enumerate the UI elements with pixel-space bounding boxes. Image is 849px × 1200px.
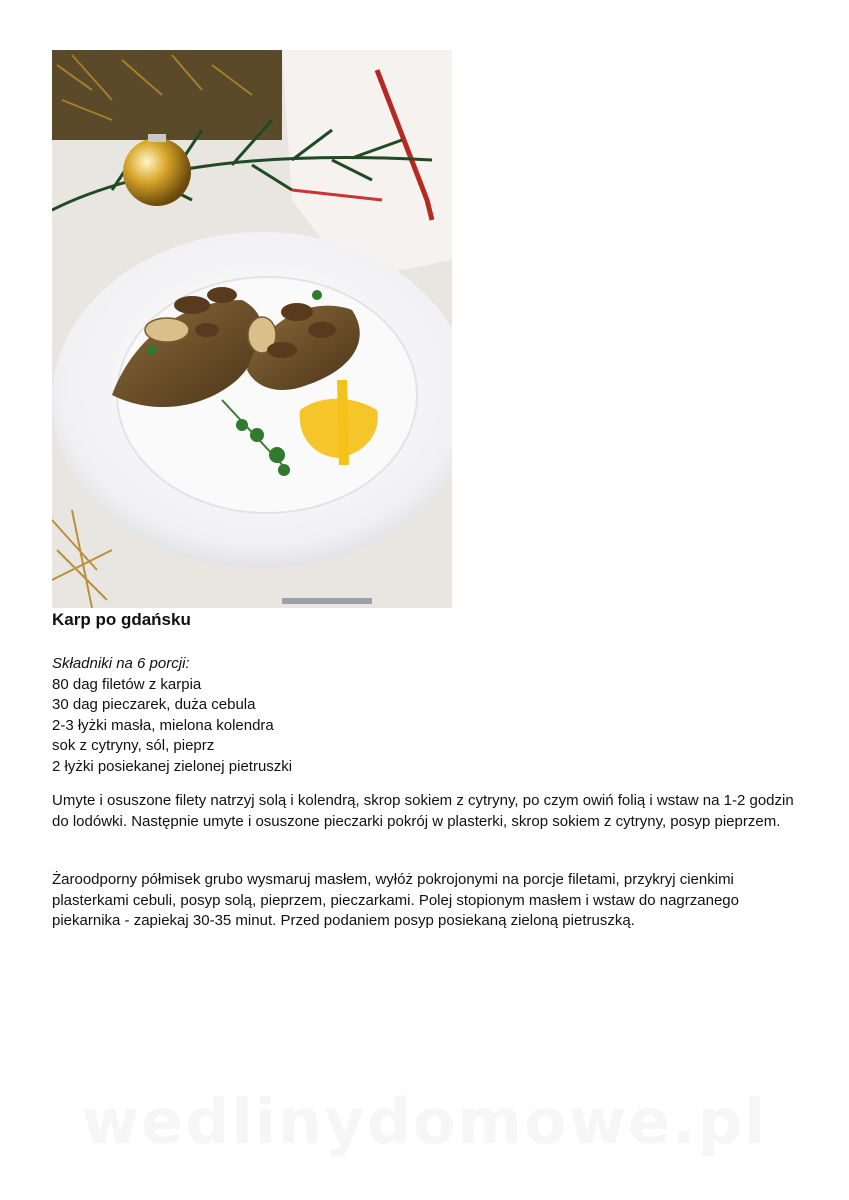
recipe-photo <box>52 50 452 608</box>
recipe-title: Karp po gdańsku <box>52 610 191 629</box>
instructions-paragraph-1: Umyte i osuszone filety natrzyj solą i kolendrą, skrop sokiem z cytryny, po czym owiń folią i wstaw na 1-2 godzin do lodówki. Następnie umyte i osuszone pieczarki pokrój w plasterki, skrop sokiem z cytryny, posyp pieprzem. <box>52 792 794 830</box>
ingredient-item: sok z cytryny, sól, pieprz <box>52 737 215 754</box>
ingredient-item: 2-3 łyżki masła, mielona kolendra <box>52 716 274 734</box>
ingredients-heading: Składniki na 6 porcji: <box>52 655 190 672</box>
instructions-paragraph-2: Żaroodporny półmisek grubo wysmaruj masłem, wyłóż pokrojonymi na porcje filetami, przykryj cienkimi plasterkami cebuli, posyp solą, pieprzem, pieczarkami. Polej stopionym masłem i wstaw do nagrzanego piekarnika - zapiekaj 30-35 minut. Przed podaniem posyp posiekaną zieloną pietruszką. <box>52 871 739 929</box>
ingredients-list <box>52 654 292 777</box>
watermark: wedlinydomowe.pl <box>81 1085 768 1158</box>
ingredient-item: 80 dag filetów z karpia <box>52 675 202 693</box>
ingredient-item: 30 dag pieczarek, duża cebula <box>52 696 256 713</box>
ingredient-item: 2 łyżki posiekanej zielonej pietruszki <box>52 757 293 775</box>
